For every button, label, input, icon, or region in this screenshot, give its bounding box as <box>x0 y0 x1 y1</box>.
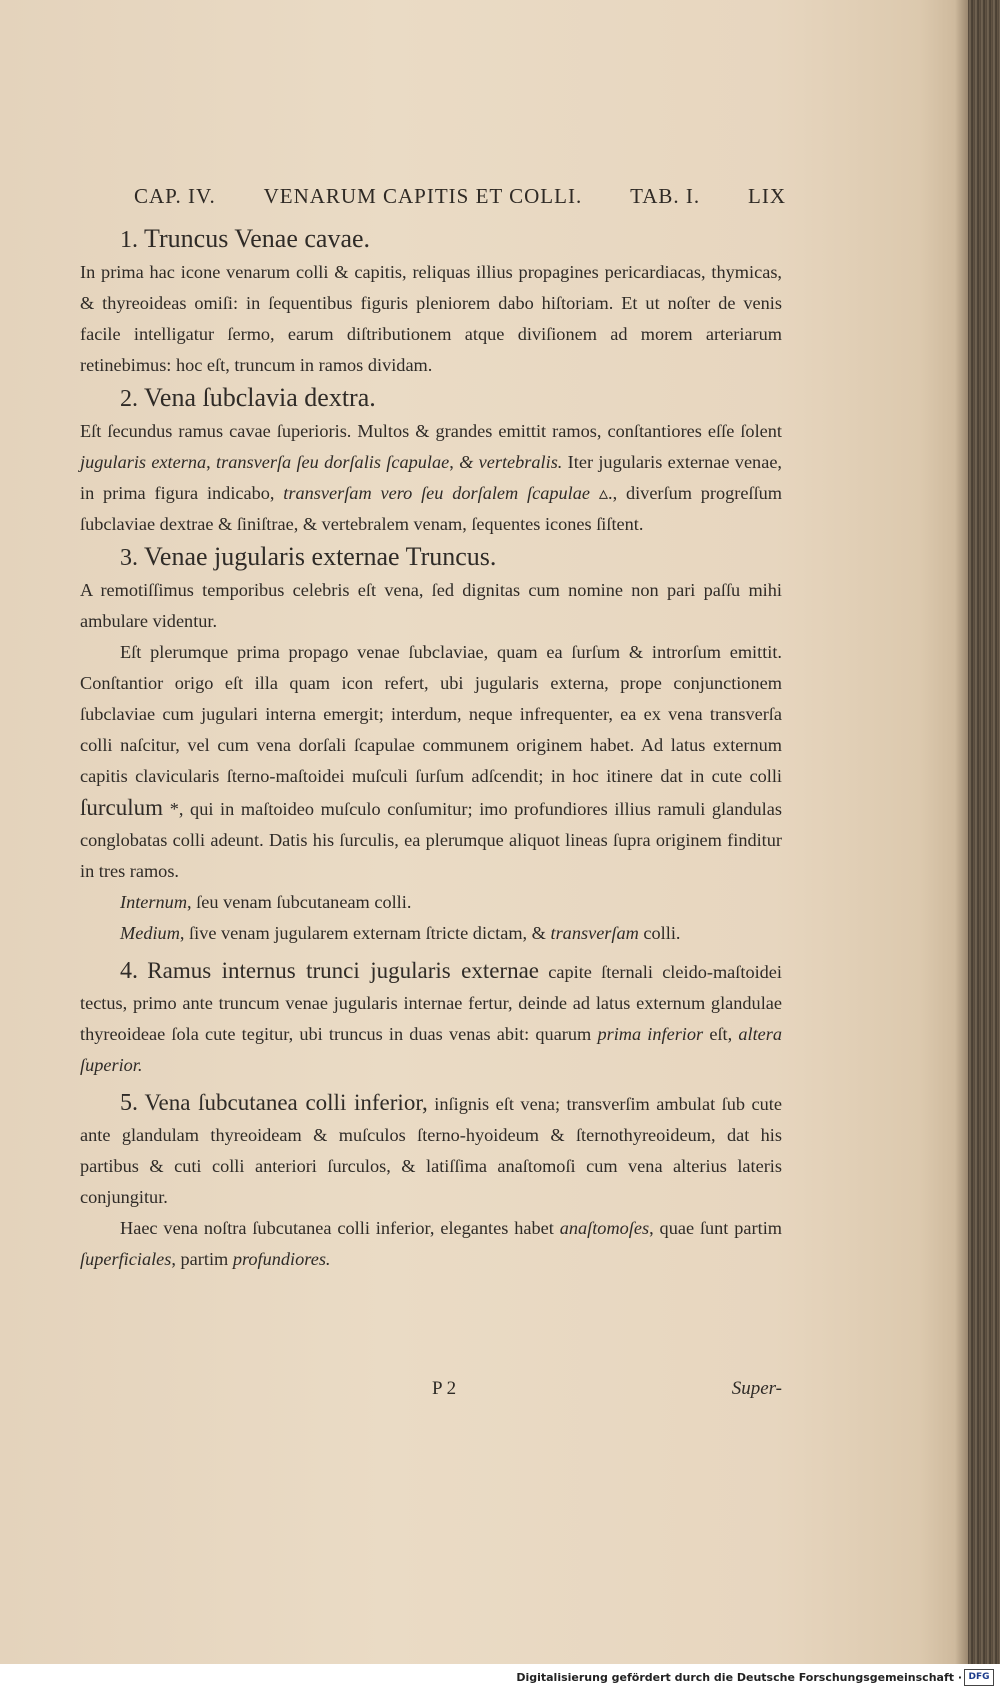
signature-mark: P 2 <box>432 1378 457 1399</box>
dfg-logo-icon: DFG <box>964 1669 994 1686</box>
section-text-2: Eſt ſecundus ramus cavae ſuperioris. Multos & grandes emittit ramos, conſtantiores eſſe ſolent jugularis externa, transverſa ſeu dorſalis ſcapulae, & vertebralis. Iter jugularis externae venae, in prima figura indicabo, transverſam vero ſeu dorſalem ſcapulae ▵., diverſum progreſſum ſubclaviae dextrae & ſiniſtrae, & vertebralem venam, ſequentes icones ſiſtent. <box>80 421 783 534</box>
section-heading-1: 1. Truncus Venae cavae. <box>120 224 371 253</box>
header-page-number: LIX <box>748 184 786 208</box>
section-text-5: 5. Vena ſubcutanea colli inferior, inſignis eſt vena; transverſim ambulat ſub cute ante glandulam thyreoideam & muſculos ſterno-hyoideum & ſternothyreoideum, dat his partibus & cuti colli anteriori ſurculos, & latiſſima anaſtomoſi cum vena alterius lateris conjungitur. <box>80 1090 782 1207</box>
page-edge-shadow <box>955 0 969 1664</box>
section-text-4: 4. Ramus internus trunci jugularis externae capite ſternali cleido-maſtoidei tectus, primo ante truncum venae jugularis internae fertur, deinde ad latus externum glandulae thyreoideae ſola cute tegitur, ubi truncus in duas venas abit: quarum prima inferior eſt, altera ſuperior. <box>80 958 783 1075</box>
body-text <box>80 222 782 1275</box>
section-text-1: In prima hac icone venarum colli & capitis, reliquas illius propagines pericardiacas, thymicas, & thyreoideas omiſi: in ſequentibus figuris pleniorem dabo hiſtoriam. Et ut noſter de venis facile intelligatur ſermo, earum diſtributionem atque diviſionem ad morem arteriarum retinebimus: hoc eſt, truncum in ramos dividam. <box>80 262 782 375</box>
header-chapter: CAP. IV. <box>134 184 216 208</box>
branch-medium: Medium, ſive venam jugularem externam ſtricte dictam, & transverſam colli. <box>120 923 681 943</box>
catchword: Super- <box>731 1378 782 1399</box>
branch-internum: Internum, ſeu venam ſubcutaneam colli. <box>120 892 412 912</box>
header-title: VENARUM CAPITIS ET COLLI. <box>263 184 583 208</box>
book-edge <box>968 0 1000 1664</box>
footer-credit: Digitalisierung gefördert durch die Deutsche Forschungsgemeinschaft · <box>516 1671 962 1684</box>
section-heading-2: 2. Vena ſubclavia dextra. <box>120 383 376 412</box>
section-text-5b: Haec vena noſtra ſubcutanea colli inferior, elegantes habet anaſtomoſes, quae ſunt partim ſuperficiales, partim profundiores. <box>80 1218 782 1269</box>
running-header <box>134 184 786 209</box>
header-table: TAB. I. <box>630 184 701 208</box>
section-text-3a: A remotiſſimus temporibus celebris eſt vena, ſed dignitas cum nomine non pari paſſu mihi ambulare videntur. <box>80 580 782 631</box>
section-heading-3: 3. Venae jugularis externae Truncus. <box>120 542 497 571</box>
section-text-3b: Eſt plerumque prima propago venae ſubclaviae, quam ea ſurſum & introrſum emittit. Conſtantior origo eſt illa quam icon refert, ubi jugularis externa, prope conjunctionem ſubclaviae cum jugulari interna emergit; interdum, neque infrequenter, ea ex vena transverſa colli naſcitur, vel cum vena dorſali ſcapulae communem originem habet. Ad latus externum capitis clavicularis ſterno-maſtoidei muſculi ſurſum adſcendit; in hoc itinere dat in cute colli ſurculum *, qui in maſtoideo muſculo conſumitur; imo profundiores illius ramuli glandulas conglobatas colli adeunt. Datis his ſurculis, ea plerumque aliquot lineas ſupra originem finditur in tres ramos. <box>80 642 782 881</box>
